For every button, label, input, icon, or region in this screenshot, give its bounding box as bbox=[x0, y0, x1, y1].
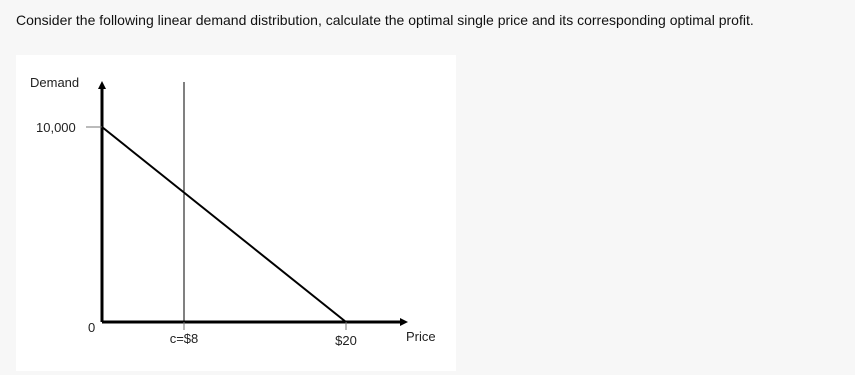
question-text: Consider the following linear demand distribution, calculate the optimal single price and its corresponding optimal profit. bbox=[16, 12, 754, 28]
y-intercept-label: 10,000 bbox=[36, 120, 76, 135]
demand-diagram bbox=[16, 55, 456, 371]
demand-line bbox=[102, 127, 346, 322]
y-axis-label: Demand bbox=[30, 75, 80, 90]
x-axis-label: Price bbox=[406, 329, 436, 344]
demand-diagram-svg bbox=[16, 55, 456, 371]
origin-label: 0 bbox=[88, 320, 96, 335]
cost-line-label: c=$8 bbox=[169, 331, 199, 346]
x-intercept-label: $20 bbox=[335, 333, 357, 348]
